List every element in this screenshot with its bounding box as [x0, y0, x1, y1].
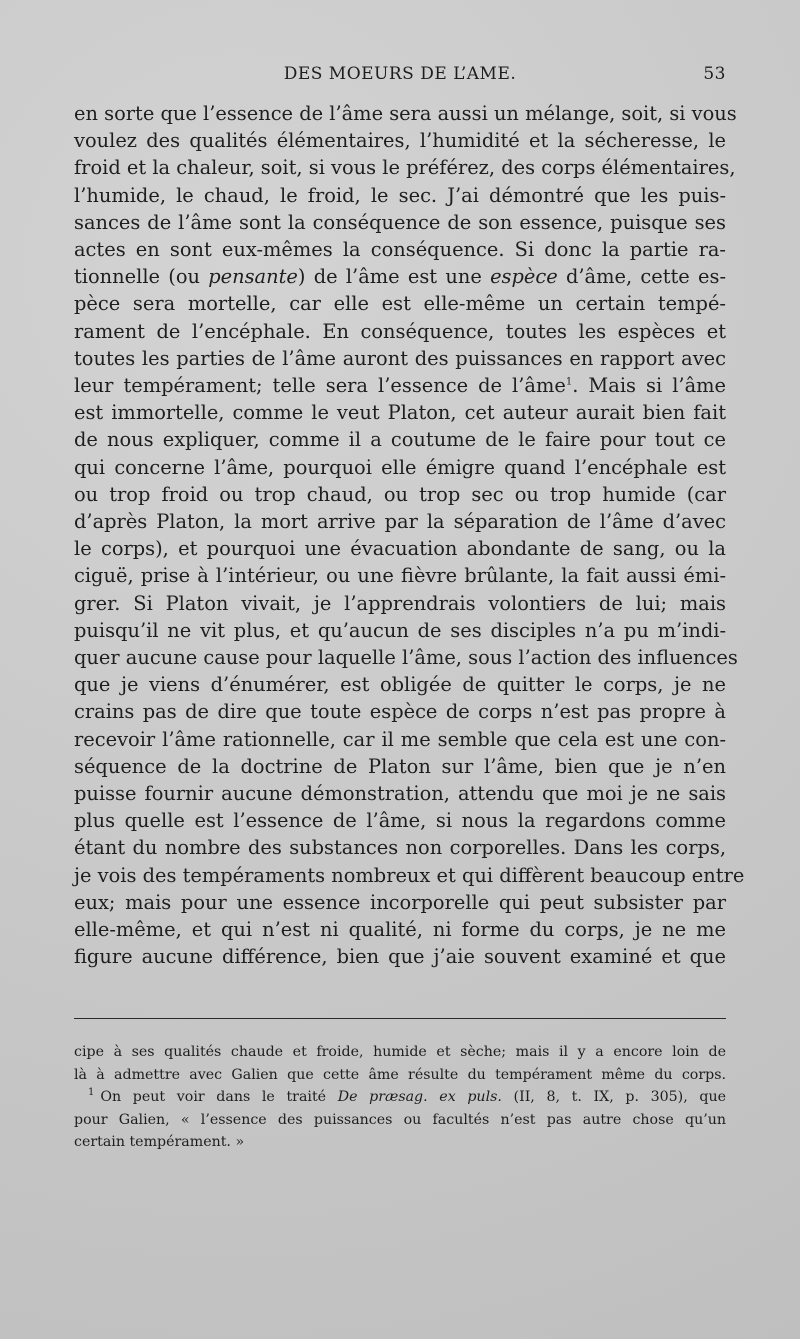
text-line: puisse fournir aucune démonstration, attendu que moi je ne sais: [74, 782, 726, 806]
italic-term-pensante: pensante: [208, 265, 298, 289]
text-line: froid et la chaleur, soit, si vous le préférez, des corps élémentaires,: [74, 156, 736, 180]
italic-term-espece: espèce: [490, 265, 558, 289]
text-line: ciguë, prise à l’intérieur, ou une fièvre brûlante, la fait aussi émi-: [74, 564, 726, 588]
footnote-1: [74, 1086, 726, 1109]
text-segment: leur tempérament; telle sera l’essence de l’âme: [74, 374, 566, 398]
text-line: [74, 263, 726, 290]
footnote-text: On peut voir dans le traité: [100, 1089, 338, 1106]
text-line: pèce sera mortelle, car elle est elle-même un certain tempé-: [74, 292, 726, 316]
footnote-text: (II, 8, t. IX, p. 305), que: [501, 1089, 726, 1106]
text-line: elle-même, et qui n’est ni qualité, ni forme du corps, je ne me: [74, 918, 726, 942]
text-line: plus quelle est l’essence de l’âme, si nous la regardons comme: [74, 809, 726, 833]
footnotes: [74, 1041, 726, 1154]
text-line: en sorte que l’essence de l’âme sera aussi un mélange, soit, si vous: [74, 102, 737, 125]
text-line: le corps), et pourquoi une évacuation abondante de sang, ou la: [74, 537, 726, 561]
text-line: rament de l’encéphale. En conséquence, toutes les espèces et: [74, 319, 726, 343]
text-line: que je viens d’énumérer, est obligée de quitter le corps, je ne: [74, 673, 726, 697]
text-line: grer. Si Platon vivait, je l’apprendrais volontiers de lui; mais: [74, 591, 726, 615]
text-line: toutes les parties de l’âme auront des puissances en rapport avec: [74, 346, 726, 370]
text-line: est immortelle, comme le veut Platon, cet auteur aurait bien fait: [74, 401, 726, 425]
text-line: étant du nombre des substances non corporelles. Dans les corps,: [74, 836, 726, 860]
text-line: je vois des tempéraments nombreux et qui diffèrent beaucoup entre: [74, 863, 745, 887]
text-line: qui concerne l’âme, pourquoi elle émigre quand l’encéphale est: [74, 455, 726, 479]
text-line: actes en sont eux-mêmes la conséquence. Si donc la partie ra-: [74, 238, 726, 262]
page-number: 53: [703, 64, 726, 84]
text-segment: . Mais si l’âme: [572, 374, 726, 398]
text-line: recevoir l’âme rationnelle, car il me semble que cela est une con-: [74, 727, 726, 751]
text-line: de nous expliquer, comme il a coutume de le faire pour tout ce: [74, 428, 726, 452]
running-header: [74, 64, 726, 90]
text-line: voulez des qualités élémentaires, l’humidité et la sécheresse, le: [74, 129, 726, 153]
footnote-continuation-line: là à admettre avec Galien que cette âme résulte du tempérament même du corps.: [74, 1066, 726, 1083]
text-line: d’après Platon, la mort arrive par la séparation de l’âme d’avec: [74, 510, 726, 534]
body-text: [74, 100, 745, 971]
text-segment: ) de l’âme est une: [297, 265, 491, 289]
footnote-divider: [74, 1018, 726, 1019]
running-title: DES MOEURS DE L’AME.: [283, 64, 517, 84]
text-line: séquence de la doctrine de Platon sur l’âme, bien que je n’en: [74, 754, 726, 778]
text-line: l’humide, le chaud, le froid, le sec. J’ai démontré que les puis-: [74, 183, 726, 207]
text-line: [74, 372, 726, 399]
text-segment: tionnelle (ou: [74, 265, 209, 289]
footnote-reference[interactable]: 1: [565, 376, 573, 388]
footnote-marker: 1: [88, 1087, 95, 1099]
text-line: ou trop froid ou trop chaud, ou trop sec ou trop humide (car: [74, 482, 726, 506]
footnote-line: pour Galien, « l’essence des puissances ou facultés n’est pas autre chose qu’un: [74, 1111, 726, 1128]
text-line: eux; mais pour une essence incorporelle qui peut subsister par: [74, 890, 726, 914]
text-segment: d’âme, cette es-: [557, 265, 727, 289]
text-line: sances de l’âme sont la conséquence de son essence, puisque ses: [74, 210, 726, 234]
text-line: crains pas de dire que toute espèce de corps n’est pas propre à: [74, 700, 726, 724]
footnote-continuation-line: cipe à ses qualités chaude et froide, humide et sèche; mais il y a encore loin de: [74, 1044, 726, 1060]
footnote-line: certain tempérament. »: [74, 1134, 245, 1151]
text-line: quer aucune cause pour laquelle l’âme, sous l’action des influences: [74, 646, 738, 670]
text-line: puisqu’il ne vit plus, et qu’aucun de ses disciples n’a pu m’indi-: [74, 618, 726, 642]
footnote-work-title: De præsag. ex puls.: [337, 1089, 502, 1106]
text-line: figure aucune différence, bien que j’aie souvent examiné et que: [74, 945, 726, 969]
